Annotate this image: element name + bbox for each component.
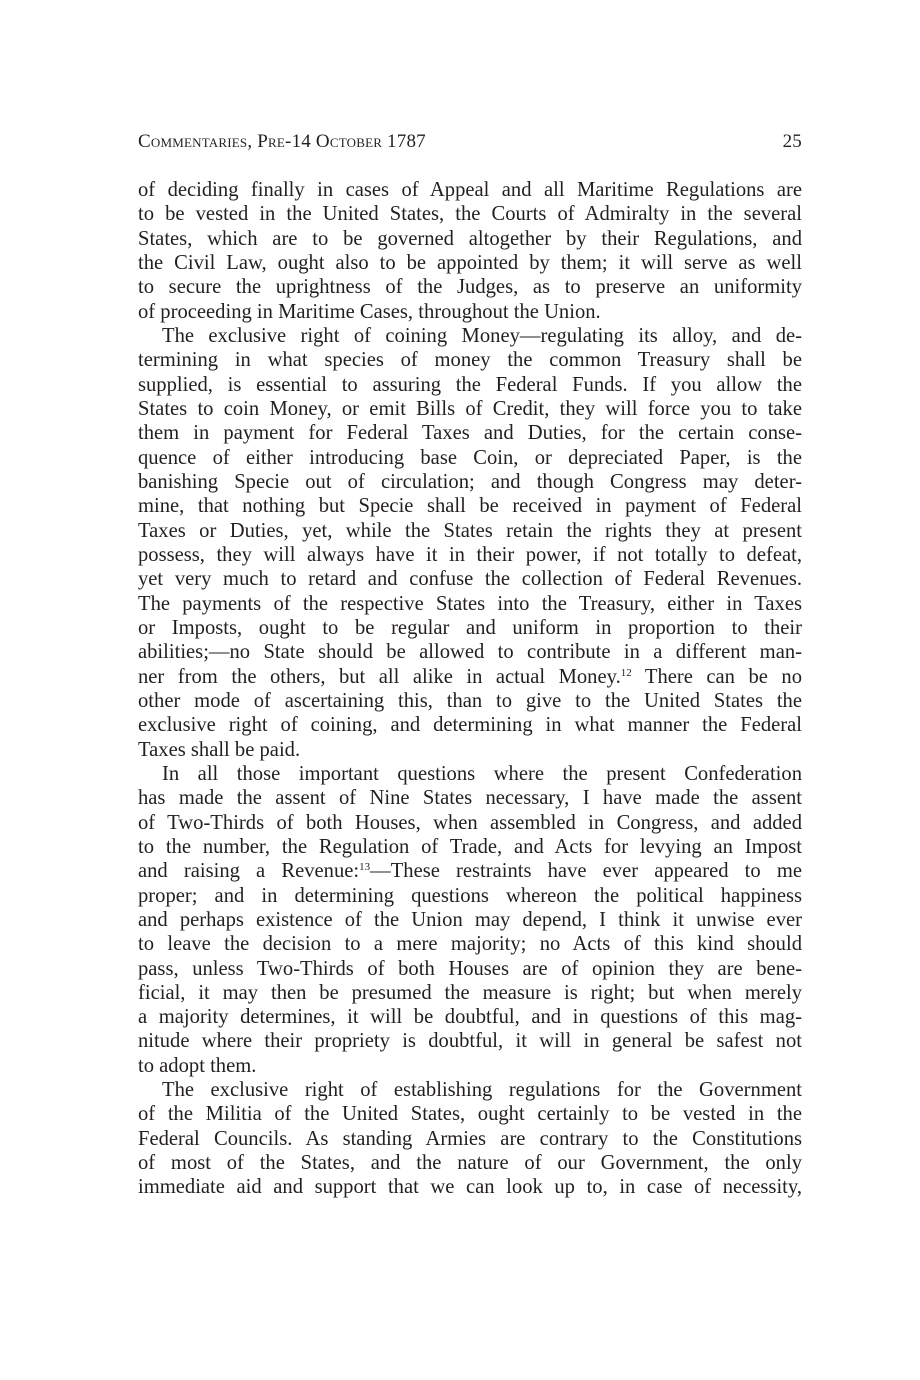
text-line: the Civil Law, ought also to be appointed by them; it will serve as well: [138, 251, 802, 274]
text-line: them in payment for Federal Taxes and Duties, for the certain conse-: [138, 422, 802, 445]
text-line: immediate aid and support that we can look up to, in case of necessity,: [138, 1176, 802, 1199]
text-line: ficial, it may then be presumed the measure is right; but when merely: [138, 981, 802, 1004]
text-line: of the Militia of the United States, ought certainly to be vested in the: [138, 1103, 802, 1126]
text-line: to leave the decision to a mere majority; no Acts of this kind should: [138, 933, 802, 956]
text-line: a majority determines, it will be doubtful, and in questions of this mag-: [138, 1006, 802, 1029]
text-line-with-note: [138, 665, 802, 689]
text-line: to adopt them.: [138, 1054, 257, 1077]
text-line: proper; and in determining questions whereon the political happiness: [138, 884, 802, 907]
text-line: has made the assent of Nine States necessary, I have made the assent: [138, 787, 802, 810]
text-line: and perhaps existence of the Union may depend, I think it unwise ever: [138, 908, 802, 931]
text-line: The exclusive right of coining Money—regulating its alloy, and de-: [162, 324, 802, 347]
text-line: Federal Councils. As standing Armies are contrary to the Constitutions: [138, 1127, 802, 1150]
text-line: of deciding finally in cases of Appeal and all Maritime Regulations are: [138, 179, 802, 201]
text-line: of most of the States, and the nature of our Government, the only: [138, 1152, 802, 1175]
text-run: There can be no: [631, 665, 802, 688]
text-line: to secure the uprightness of the Judges, as to preserve an uniformity: [138, 276, 802, 299]
text-line: Taxes shall be paid.: [138, 738, 301, 761]
running-title: Commentaries, Pre-14 October 1787: [138, 131, 426, 152]
text-line: In all those important questions where the present Confederation: [162, 762, 802, 785]
text-line: The exclusive right of establishing regulations for the Government: [162, 1079, 802, 1102]
text-run: and raising a Revenue:: [138, 860, 360, 883]
text-run: ner from the others, but all alike in actual Money.: [138, 665, 621, 688]
text-line: pass, unless Two-Thirds of both Houses are of opinion they are bene-: [138, 957, 802, 980]
paragraph-2: [138, 324, 802, 762]
text-line: States to coin Money, or emit Bills of Credit, they will force you to take: [138, 397, 802, 420]
text-line: supplied, is essential to assuring the Federal Funds. If you allow the: [138, 373, 802, 396]
text-line: nitude where their propriety is doubtful, it will in general be safest not: [138, 1030, 802, 1053]
text-line: banishing Specie out of circulation; and though Congress may deter-: [138, 470, 802, 493]
text-line: mine, that nothing but Specie shall be received in payment of Federal: [138, 495, 802, 518]
text-line: of Two-Thirds of both Houses, when assembled in Congress, and added: [138, 811, 802, 834]
text-line: possess, they will always have it in their power, if not totally to defeat,: [138, 543, 802, 566]
running-head: [138, 129, 802, 155]
footnote-reference: 13: [359, 861, 371, 874]
page-number: 25: [782, 131, 802, 152]
text-line: other mode of ascertaining this, than to give to the United States the: [138, 689, 802, 712]
text-line-with-note: [138, 859, 802, 883]
text-line: States, which are to be governed altogether by their Regulations, and: [138, 227, 802, 250]
footnote-reference: 12: [620, 666, 632, 679]
paragraph-3: [138, 762, 802, 1078]
text-line: of proceeding in Maritime Cases, throughout the Union.: [138, 300, 601, 323]
text-line: to the number, the Regulation of Trade, and Acts for levying an Impost: [138, 835, 802, 858]
text-line: to be vested in the United States, the Courts of Admiralty in the several: [138, 203, 802, 226]
body-text: [138, 178, 802, 1200]
text-line: or Imposts, ought to be regular and uniform in proportion to their: [138, 616, 802, 639]
text-line: abilities;—no State should be allowed to contribute in a different man-: [138, 641, 802, 664]
text-line: termining in what species of money the common Treasury shall be: [138, 349, 802, 372]
paragraph-4: [138, 1078, 802, 1200]
text-line: Taxes or Duties, yet, while the States retain the rights they at present: [138, 519, 802, 542]
text-line: exclusive right of coining, and determining in what manner the Federal: [138, 714, 802, 737]
text-line: quence of either introducing base Coin, or depreciated Paper, is the: [138, 446, 802, 469]
text-line: The payments of the respective States into the Treasury, either in Taxes: [138, 592, 802, 615]
paragraph-1: [138, 178, 802, 324]
text-line: yet very much to retard and confuse the collection of Federal Revenues.: [138, 568, 802, 591]
text-run: —These restraints have ever appeared to me: [370, 860, 802, 883]
